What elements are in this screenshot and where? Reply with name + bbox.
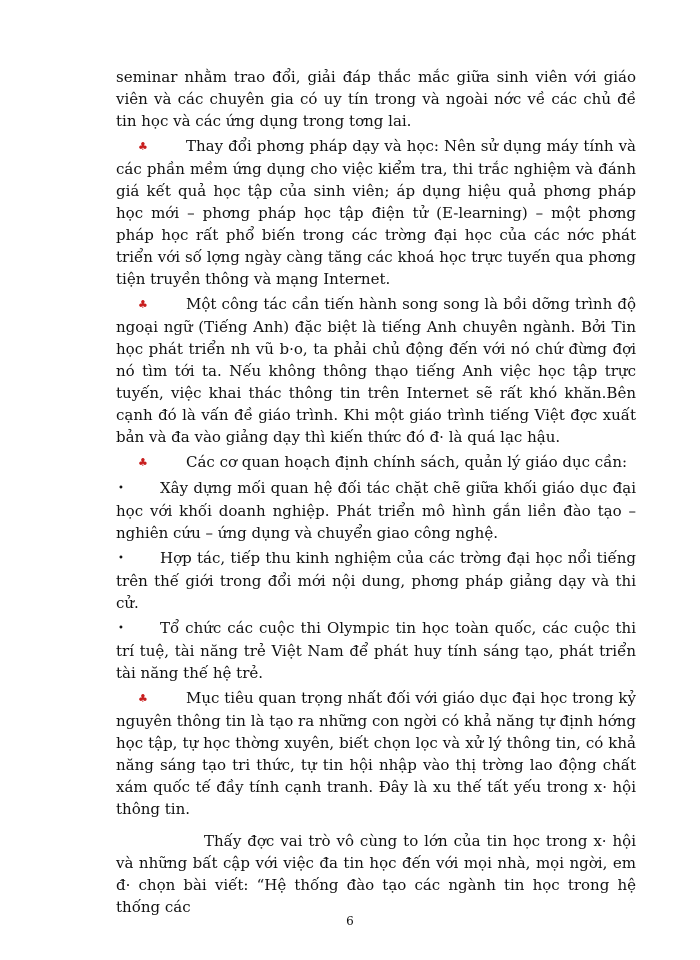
dot-bullet-icon: • xyxy=(118,553,124,564)
dot-bullet-icon: • xyxy=(118,623,124,634)
paragraph-subbullet-cooperation xyxy=(116,547,636,614)
paragraph-text: Tổ chức các cuộc thi Olympic tin học toàn quốc, các cuộc thi trí tuệ, tài năng trẻ Việt Nam để phát huy tính sáng tạo, phát triển tài năng thế hệ trẻ. xyxy=(116,619,636,682)
paragraph-bullet-main-goal xyxy=(116,687,636,820)
paragraph-text: Hợp tác, tiếp thu kinh nghiệm của các trờng đại học nổi tiếng trên thế giới trong đổi mới nội dung, phơng pháp giảng dạy và thi cử. xyxy=(116,549,636,612)
paragraph-conclusion xyxy=(116,830,636,918)
paragraph-text: Mục tiêu quan trọng nhất đối với giáo dục đại học trong kỷ nguyên thông tin là tạo ra những con ngời có khả năng tự định hớng học tập, tự học thờng xuyên, biết chọn lọc và xử lý thông tin, có khả năng sáng tạo tri thức, tự tin hội nhập vào thị trờng lao động chất xám quốc tế đầy tính cạnh tranh. Đây là xu thế tất yếu trong x· hội thông tin. xyxy=(116,689,636,818)
paragraph-bullet-policy-agencies xyxy=(116,451,636,474)
paragraph-text: Xây dựng mối quan hệ đối tác chặt chẽ giữa khối giáo dục đại học với khối doanh nghiệp. Phát triển mô hình gắn liền đào tạo – nghiên cứu – ứng dụng và chuyển giao công nghệ. xyxy=(116,479,636,542)
page-number: 6 xyxy=(346,914,354,928)
club-bullet-icon: ♣ xyxy=(138,298,148,311)
paragraph-subbullet-olympic xyxy=(116,617,636,684)
paragraph-subbullet-partnership xyxy=(116,477,636,544)
club-bullet-icon: ♣ xyxy=(138,692,148,705)
dot-bullet-icon: • xyxy=(118,483,124,494)
document-body xyxy=(116,66,636,921)
club-bullet-icon: ♣ xyxy=(138,140,148,153)
paragraph-text: Thay đổi phơng pháp dạy và học: Nên sử dụng máy tính và các phần mềm ứng dụng cho việc kiểm tra, thi trắc nghiệm và đánh giá kết quả học tập của sinh viên; áp dụng hiệu quả phơng pháp học mới – phơng pháp học tập điện tử (E-learning) – một phơng pháp học rất phổ biến trong các trờng đại học của các nớc phát triển với số lợng ngày càng tăng các khoá học trực tuyến qua phơng tiện truyền thông và mạng Internet. xyxy=(116,137,636,288)
paragraph-text: Thấy đợc vai trò vô cùng to lớn của tin học trong x· hội và những bất cập với việc đa tin học đến với mọi nhà, mọi ngời, em đ· chọn bài viết: “Hệ thống đào tạo các ngành tin học trong hệ thống các xyxy=(116,832,636,916)
paragraph-continuation xyxy=(116,66,636,132)
paragraph-text: Một công tác cần tiến hành song song là bồi dỡng trình độ ngoại ngữ (Tiếng Anh) đặc biệt là tiếng Anh chuyên ngành. Bởi Tin học phát triển nh vũ b·o, ta phải chủ động đến với nó chứ đừng đợi nó tìm tới ta. Nếu không thông thạo tiếng Anh việc học tập trực tuyến, việc khai thác thông tin trên Internet sẽ rất khó khăn.Bên cạnh đó là vấn đề giáo trình. Khi một giáo trình tiếng Việt đợc xuất bản và đa vào giảng dạy thì kiến thức đó đ· là quá lạc hậu. xyxy=(116,295,636,446)
paragraph-bullet-teaching-methods xyxy=(116,135,636,290)
paragraph-text: seminar nhằm trao đổi, giải đáp thắc mắc giữa sinh viên với giáo viên và các chuyên gia có uy tín trong và ngoài nớc về các chủ đề tin học và các ứng dụng trong tơng lai. xyxy=(116,68,636,130)
paragraph-text: Các cơ quan hoạch định chính sách, quản lý giáo dục cần: xyxy=(186,453,628,471)
paragraph-bullet-foreign-language xyxy=(116,293,636,448)
club-bullet-icon: ♣ xyxy=(138,456,148,469)
